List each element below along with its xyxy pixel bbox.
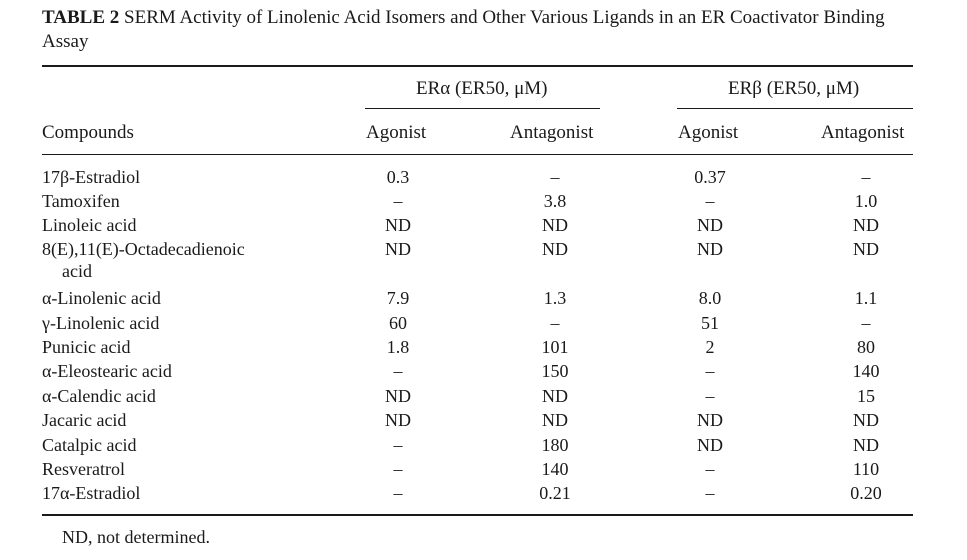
compound-name <box>42 434 342 456</box>
cell-erb-ag: ND <box>697 435 723 455</box>
compound-name <box>42 312 342 334</box>
cell-erb-ant: 0.20 <box>850 483 882 503</box>
cell-era-ant: ND <box>542 410 568 430</box>
table-caption <box>42 6 932 54</box>
compound-name <box>42 360 342 382</box>
cell-era-ag: ND <box>385 239 411 259</box>
cell-erb-ant: 110 <box>852 459 880 479</box>
compound-name-text: Resveratrol <box>42 459 125 479</box>
cell-era-ant: 3.8 <box>543 191 567 211</box>
cell-erb-ag: – <box>705 483 715 503</box>
cell-erb-ag: – <box>705 361 715 381</box>
compound-name-text: γ-Linolenic acid <box>42 313 160 333</box>
compound-name-text: Linoleic acid <box>42 215 137 235</box>
cell-era-ag: ND <box>385 386 411 406</box>
cell-era-ant: 101 <box>541 337 569 357</box>
cell-era-ag: 0.3 <box>386 167 410 187</box>
compound-name-text: Catalpic acid <box>42 435 137 455</box>
col-header-erb-antagonist: Antagonist <box>821 122 905 143</box>
cell-erb-ag: – <box>705 191 715 211</box>
cell-erb-ant: – <box>861 167 871 187</box>
cell-erb-ant: 140 <box>852 361 880 381</box>
compound-name-text: α-Eleostearic acid <box>42 361 172 381</box>
compound-name-text: Punicic acid <box>42 337 131 357</box>
cell-erb-ant: 1.1 <box>854 288 878 308</box>
col-header-era-agonist: Agonist <box>366 122 427 143</box>
cell-erb-ag: – <box>705 459 715 479</box>
compound-name-text: α-Linolenic acid <box>42 288 161 308</box>
header-rule <box>42 154 913 155</box>
cell-erb-ant: ND <box>853 410 879 430</box>
cell-erb-ag: ND <box>697 239 723 259</box>
cell-era-ag: – <box>393 435 403 455</box>
cell-erb-ag: ND <box>697 215 723 235</box>
cell-era-ant: ND <box>542 215 568 235</box>
compound-name <box>42 482 342 504</box>
cell-era-ag: ND <box>385 215 411 235</box>
cell-era-ant: 150 <box>541 361 569 381</box>
compound-name <box>42 336 342 358</box>
compound-name <box>42 190 342 212</box>
cell-era-ant: 1.3 <box>543 288 567 308</box>
table-label: TABLE 2 <box>42 7 120 28</box>
compound-name-text: 17α-Estradiol <box>42 483 141 503</box>
bottom-rule <box>42 514 913 516</box>
cell-era-ant: 140 <box>541 459 569 479</box>
group-rule-er-beta <box>677 108 913 109</box>
cell-era-ag: 1.8 <box>386 337 410 357</box>
cell-era-ag: 60 <box>389 313 407 333</box>
cell-erb-ag: ND <box>697 410 723 430</box>
compound-name-text: 8(E),11(E)-Octadecadienoic <box>42 239 245 259</box>
cell-erb-ag: 8.0 <box>698 288 722 308</box>
cell-era-ag: 7.9 <box>386 288 410 308</box>
cell-erb-ant: 80 <box>857 337 875 357</box>
cell-era-ant: 0.21 <box>539 483 571 503</box>
col-header-compounds: Compounds <box>42 122 134 143</box>
cell-erb-ag: 0.37 <box>694 167 726 187</box>
cell-erb-ag: – <box>705 386 715 406</box>
group-header-er-beta: ERβ (ER50, μM) <box>728 78 860 99</box>
cell-era-ant: ND <box>542 386 568 406</box>
compound-name <box>42 166 342 188</box>
cell-era-ag: – <box>393 361 403 381</box>
col-header-era-antagonist: Antagonist <box>510 122 594 143</box>
cell-era-ant: – <box>550 167 560 187</box>
compound-name-text: Tamoxifen <box>42 191 120 211</box>
compound-name-text: α-Calendic acid <box>42 386 156 406</box>
group-header-er-alpha: ERα (ER50, μM) <box>416 78 548 99</box>
top-rule <box>42 65 913 67</box>
cell-erb-ag: 51 <box>701 313 719 333</box>
group-rule-er-alpha <box>365 108 600 109</box>
cell-era-ant: – <box>550 313 560 333</box>
cell-era-ant: ND <box>542 239 568 259</box>
compound-name-text: 17β-Estradiol <box>42 167 141 187</box>
compound-name <box>42 385 342 407</box>
cell-era-ag: – <box>393 459 403 479</box>
cell-erb-ag: 2 <box>705 337 715 357</box>
compound-name <box>42 458 342 480</box>
compound-name <box>42 214 342 236</box>
cell-erb-ant: ND <box>853 215 879 235</box>
cell-erb-ant: ND <box>853 435 879 455</box>
compound-name-text: Jacaric acid <box>42 410 127 430</box>
cell-erb-ant: ND <box>853 239 879 259</box>
cell-erb-ant: – <box>861 313 871 333</box>
table-caption-text: SERM Activity of Linolenic Acid Isomers and Other Various Ligands in an ER Coactivator Binding Assay <box>42 7 885 52</box>
col-header-erb-agonist: Agonist <box>678 122 739 143</box>
compound-name-continuation: acid <box>62 261 92 281</box>
cell-erb-ant: 1.0 <box>854 191 878 211</box>
table-footnote: ND, not determined. <box>62 527 210 547</box>
compound-name <box>42 238 342 282</box>
cell-era-ag: ND <box>385 410 411 430</box>
cell-erb-ant: 15 <box>857 386 875 406</box>
cell-era-ag: – <box>393 483 403 503</box>
cell-era-ag: – <box>393 191 403 211</box>
compound-name <box>42 409 342 431</box>
compound-name <box>42 287 342 309</box>
cell-era-ant: 180 <box>541 435 569 455</box>
